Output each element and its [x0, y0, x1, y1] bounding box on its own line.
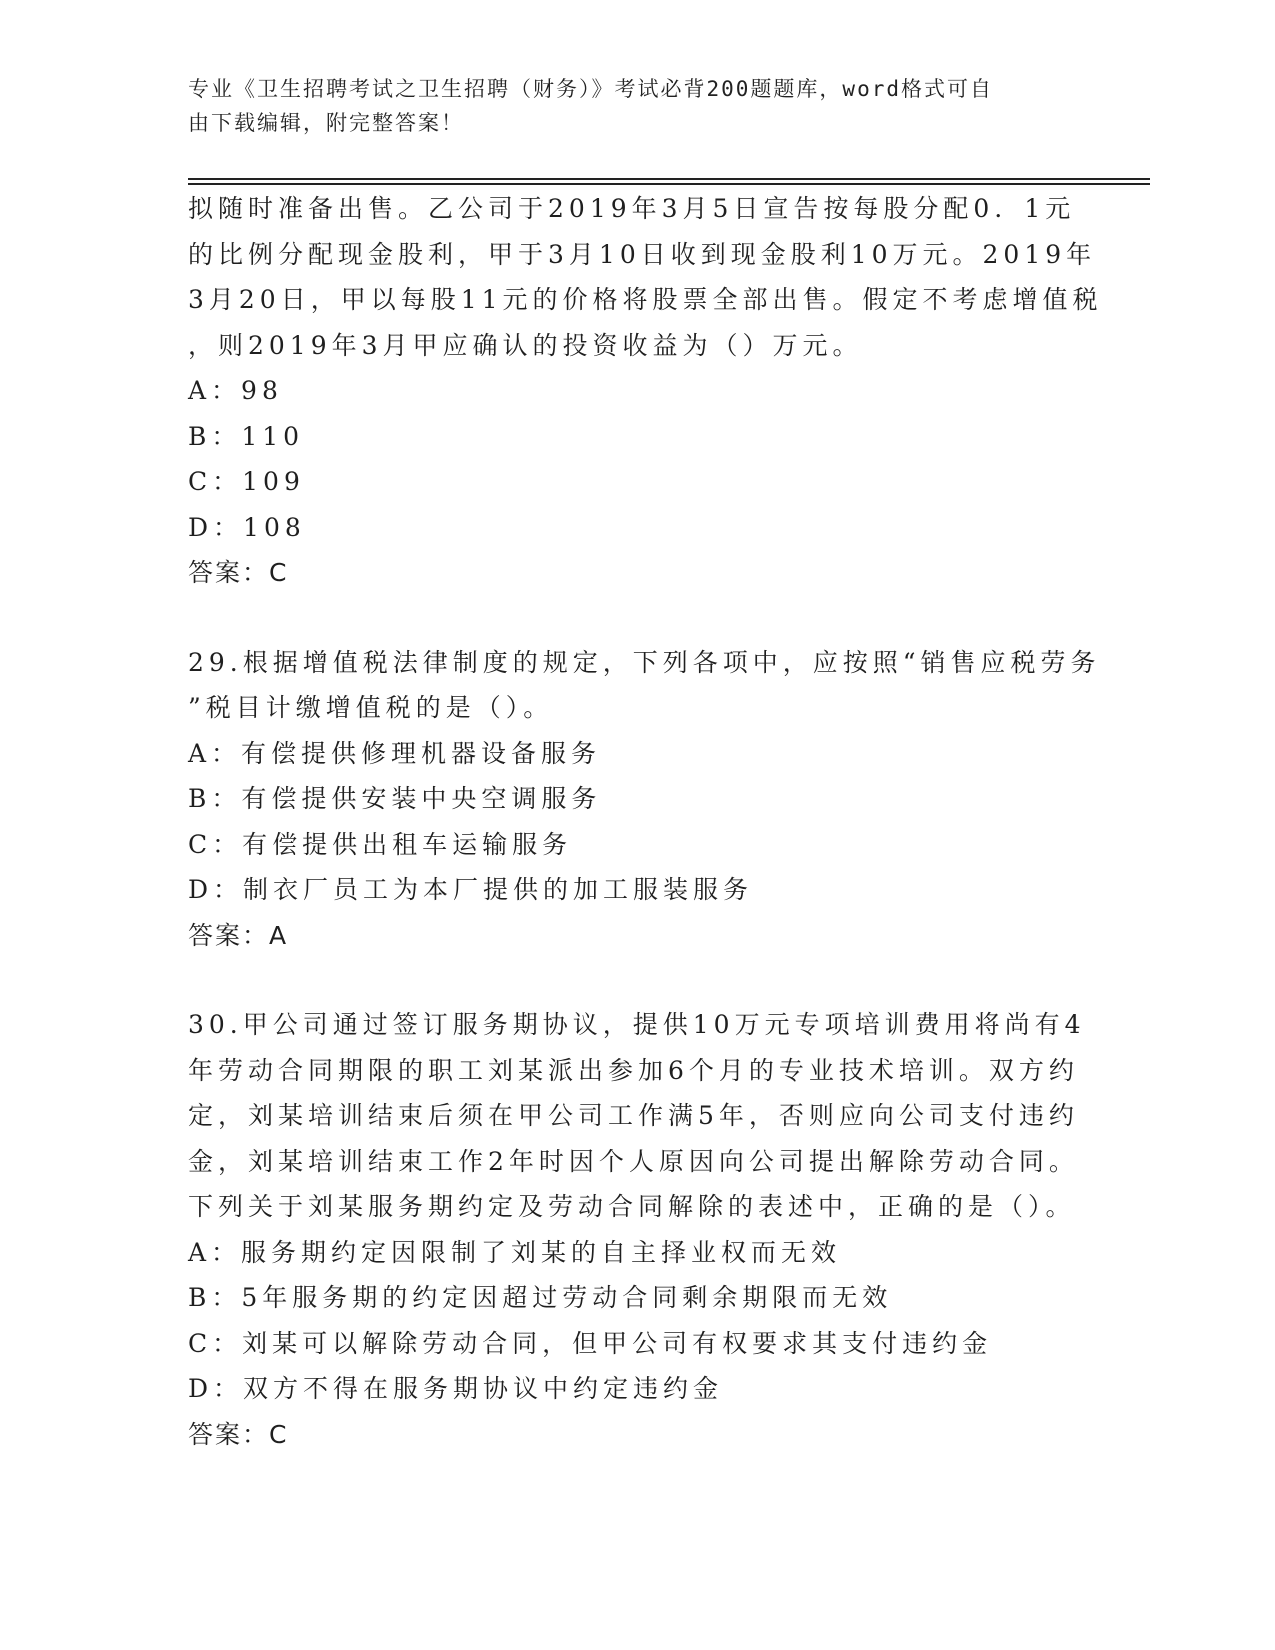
spacer [188, 596, 1088, 640]
answer-line: 答案：C [188, 1419, 289, 1449]
header-line-1: 专业《卫生招聘考试之卫生招聘（财务）》考试必背200题题库，word格式可自 [188, 77, 993, 101]
question-29 [188, 640, 1101, 959]
question-content [188, 186, 1103, 1457]
document-header [188, 72, 1068, 140]
question-stem-line: 29.根据增值税法律制度的规定，下列各项中，应按照“销售应税劳务 [188, 647, 1101, 677]
question-stem-line: 3月20日，甲以每股11元的价格将股票全部出售。假定不考虑增值税 [188, 285, 1103, 314]
option-a: A：98 [188, 376, 283, 405]
option-d: D：制衣厂员工为本厂提供的加工服装服务 [188, 875, 754, 904]
question-stem-line: 年劳动合同期限的职工刘某派出参加6个月的专业技术培训。双方约 [188, 1055, 1079, 1085]
question-stem-line: 的比例分配现金股利，甲于3月10日收到现金股利10万元。2019年 [188, 239, 1097, 269]
question-28 [188, 186, 1103, 596]
option-b: B：5年服务期的约定因超过劳动合同剩余期限而无效 [188, 1283, 893, 1312]
option-a: A：服务期约定因限制了刘某的自主择业权而无效 [188, 1237, 842, 1267]
question-30 [188, 1002, 1088, 1457]
question-stem-line: 30.甲公司通过签订服务期协议，提供10万元专项培训费用将尚有4 [188, 1010, 1086, 1039]
question-stem-line: 定，刘某培训结束后须在甲公司工作满5年，否则应向公司支付违约 [188, 1101, 1079, 1130]
option-c: C：有偿提供出租车运输服务 [188, 829, 573, 859]
option-b: B：有偿提供安装中央空调服务 [188, 784, 602, 813]
answer-line: 答案：A [188, 920, 289, 950]
answer-line: 答案：C [188, 558, 289, 587]
question-stem-line: 下列关于刘某服务期约定及劳动合同解除的表述中，正确的是（）。 [188, 1192, 1076, 1221]
option-d: D：双方不得在服务期协议中约定违约金 [188, 1374, 724, 1403]
header-line-2: 由下载编辑，附完整答案！ [188, 111, 464, 135]
option-a: A：有偿提供修理机器设备服务 [188, 738, 602, 768]
question-stem-line: 金，刘某培训结束工作2年时因个人原因向公司提出解除劳动合同。 [188, 1146, 1079, 1176]
option-d: D：108 [188, 512, 306, 542]
option-c: C：刘某可以解除劳动合同，但甲公司有权要求其支付违约金 [188, 1328, 993, 1358]
header-divider-bottom [188, 183, 1150, 185]
spacer [188, 958, 1088, 1002]
question-stem-line: 拟随时准备出售。乙公司于2019年3月5日宣告按每股分配0．1元 [188, 194, 1076, 223]
header-divider-top [188, 178, 1150, 180]
question-stem-line: ，则2019年3月甲应确认的投资收益为（）万元。 [188, 330, 863, 360]
option-c: C：109 [188, 467, 305, 496]
option-b: B：110 [188, 421, 305, 451]
question-stem-line: ”税目计缴增值税的是（）。 [188, 693, 554, 722]
